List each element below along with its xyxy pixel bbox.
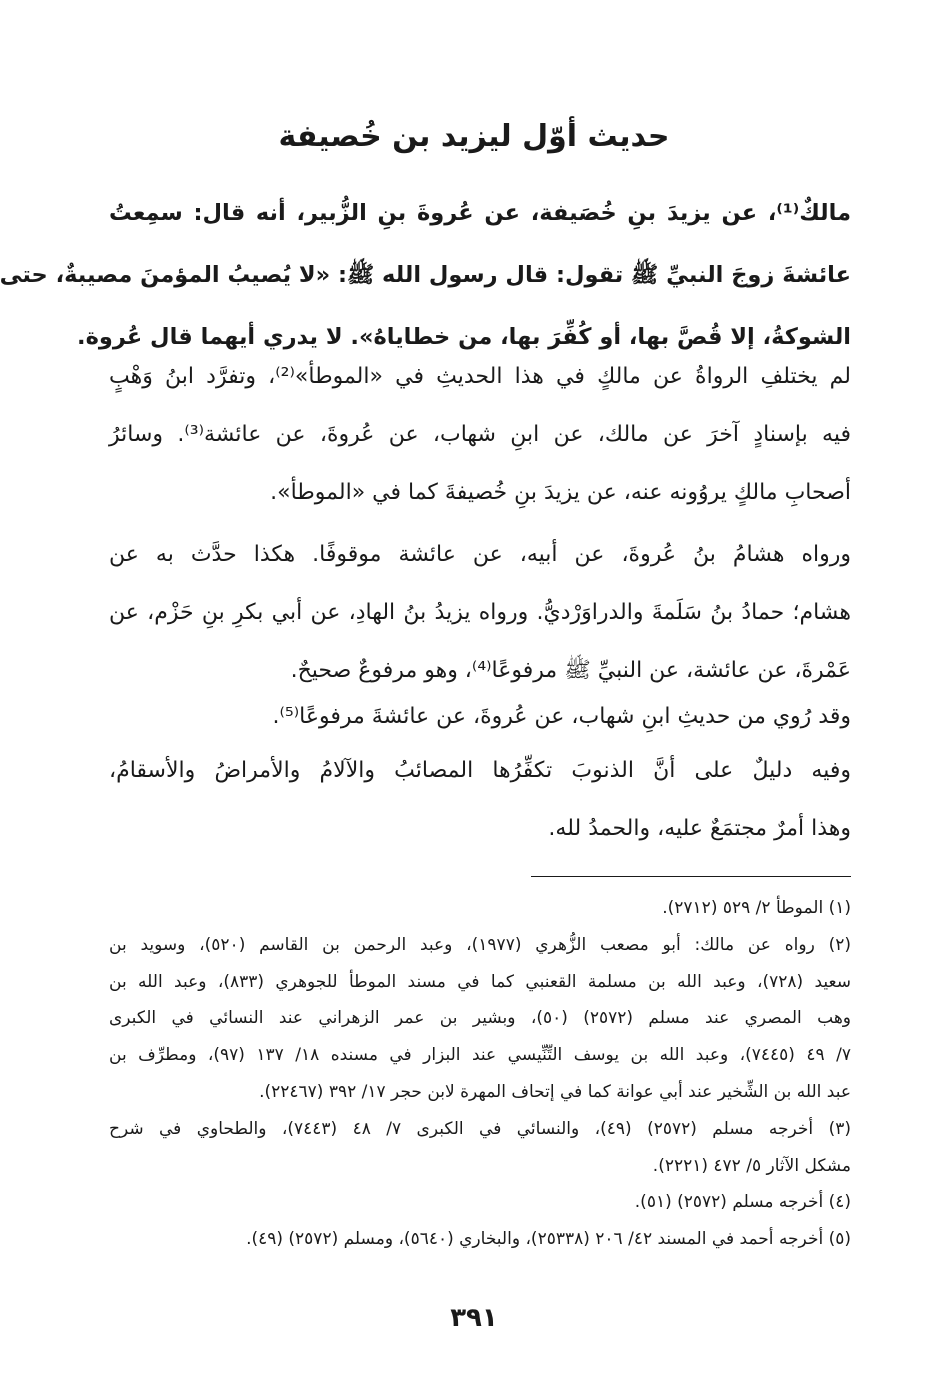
hadith-text — [0, 182, 851, 368]
paragraph-line: وهذا أمرٌ مجتمَعٌ عليه، والحمدُ لله. — [548, 816, 851, 841]
footnote-line: عبد الله بن الشِّخير عند أبي عوانة كما في إتحاف المهرة لابن حجر ١٧/ ٣٩٢ (٢٢٤٦٧). — [259, 1081, 851, 1102]
paragraph-line: وقد رُوي من حديثِ ابنِ شهاب، عن عُروةَ، عن عائشةَ مرفوعًا⁽⁵⁾. — [272, 704, 851, 729]
footnote-line: (٣) أخرجه مسلم (٢٥٧٢) (٤٩)، والنسائي في الكبرى ٧/ ٤٨ (٧٤٤٣)، والطحاوي في شرح — [109, 1118, 851, 1139]
footnote-line: ٧/ ٤٩ (٧٤٤٥)، وعبد الله بن يوسف التِّنِّيسي عند البزار في مسنده ١٨/ ١٣٧ (٩٧)، ومطرِّف بن — [109, 1045, 852, 1066]
footnote-line: مشكل الآثار ٥/ ٤٧٢ (٢٢٢١). — [652, 1155, 851, 1176]
page-number: ٣٩١ — [450, 1303, 498, 1333]
hadith-line: عائشةَ زوجَ النبيِّ ﷺ تقول: قال رسول الله ﷺ: «لا يُصيبُ المؤمنَ مصيبةٌ، حتى — [0, 262, 851, 288]
paragraph-line: أصحابِ مالكٍ يروُونه عنه، عن يزيدَ بنِ خُصيفةَ كما في «الموطأ». — [270, 480, 851, 505]
commentary-paragraph-3 — [109, 688, 851, 746]
footnote-line: وهب المصري عند مسلم (٢٥٧٢) (٥٠)، وبشير بن عمر الزهراني عند النسائي في الكبرى — [109, 1008, 852, 1029]
chapter-title: حديث أوّل ليزيد بن خُصيفة — [278, 119, 670, 154]
commentary-paragraph-1 — [109, 348, 851, 522]
footnote-line: (٤) أخرجه مسلم (٢٥٧٢) (٥١). — [634, 1192, 851, 1213]
footnote-line: (٢) رواه عن مالك: أبو مصعب الزُّهري (١٩٧٧)، وعبد الرحمن بن القاسم (٥٢٠)، وسويد بن — [109, 934, 851, 955]
paragraph-line: فيه بإسنادٍ آخرَ عن مالك، عن ابنِ شهاب، عن عُروةَ، عن عائشة⁽³⁾. وسائرُ — [109, 422, 851, 447]
footnote-separator — [531, 876, 851, 877]
footnote-line: (١) الموطأ ٢/ ٥٢٩ (٢٧١٢). — [662, 898, 851, 918]
hadith-line: الشوكةُ، إلا قُصَّ بها، أو كُفِّرَ بها، من خطاياهُ». لا يدري أيهما قال عُروة. — [77, 324, 851, 350]
paragraph-line: هشام؛ حمادُ بنُ سَلَمةَ والدراوَرْديُّ. ورواه يزيدُ بنُ الهادِ، عن أبي بكرِ بنِ حَزْم، عن — [109, 600, 851, 625]
footnotes — [109, 890, 851, 1258]
hadith-line: مالكٌ⁽¹⁾، عن يزيدَ بنِ خُصَيفة، عن عُروةَ بنِ الزُّبير، أنه قال: سمِعتُ — [109, 200, 851, 226]
commentary-paragraph-2 — [109, 526, 851, 700]
paragraph-line: عَمْرةَ، عن عائشة، عن النبيِّ ﷺ مرفوعًا⁽⁴⁾، وهو مرفوعٌ صحيحٌ. — [290, 658, 851, 683]
paragraph-line: وفيه دليلٌ على أنَّ الذنوبَ تكفِّرُها المصائبُ والآلامُ والأمراضُ والأسقامُ، — [109, 758, 851, 783]
commentary-paragraph-4 — [109, 742, 851, 858]
footnote-line: سعيد (٧٢٨)، وعبد الله بن مسلمة القعنبي كما في مسند الموطأ للجوهري (٨٣٣)، وعبد الله بن — [109, 971, 851, 992]
paragraph-line: لم يختلفِ الرواةُ عن مالكٍ في هذا الحديثِ في «الموطأ»⁽²⁾، وتفرَّد ابنُ وَهْبٍ — [109, 364, 851, 389]
paragraph-line: ورواه هشامُ بنُ عُروةَ، عن أبيه، عن عائشة موقوفًا. هكذا حدَّث به عن — [109, 542, 851, 567]
footnote-line: (٥) أخرجه أحمد في المسند ٤٢/ ٢٠٦ (٢٥٣٣٨)، والبخاري (٥٦٤٠)، ومسلم (٢٥٧٢) (٤٩). — [246, 1229, 851, 1250]
